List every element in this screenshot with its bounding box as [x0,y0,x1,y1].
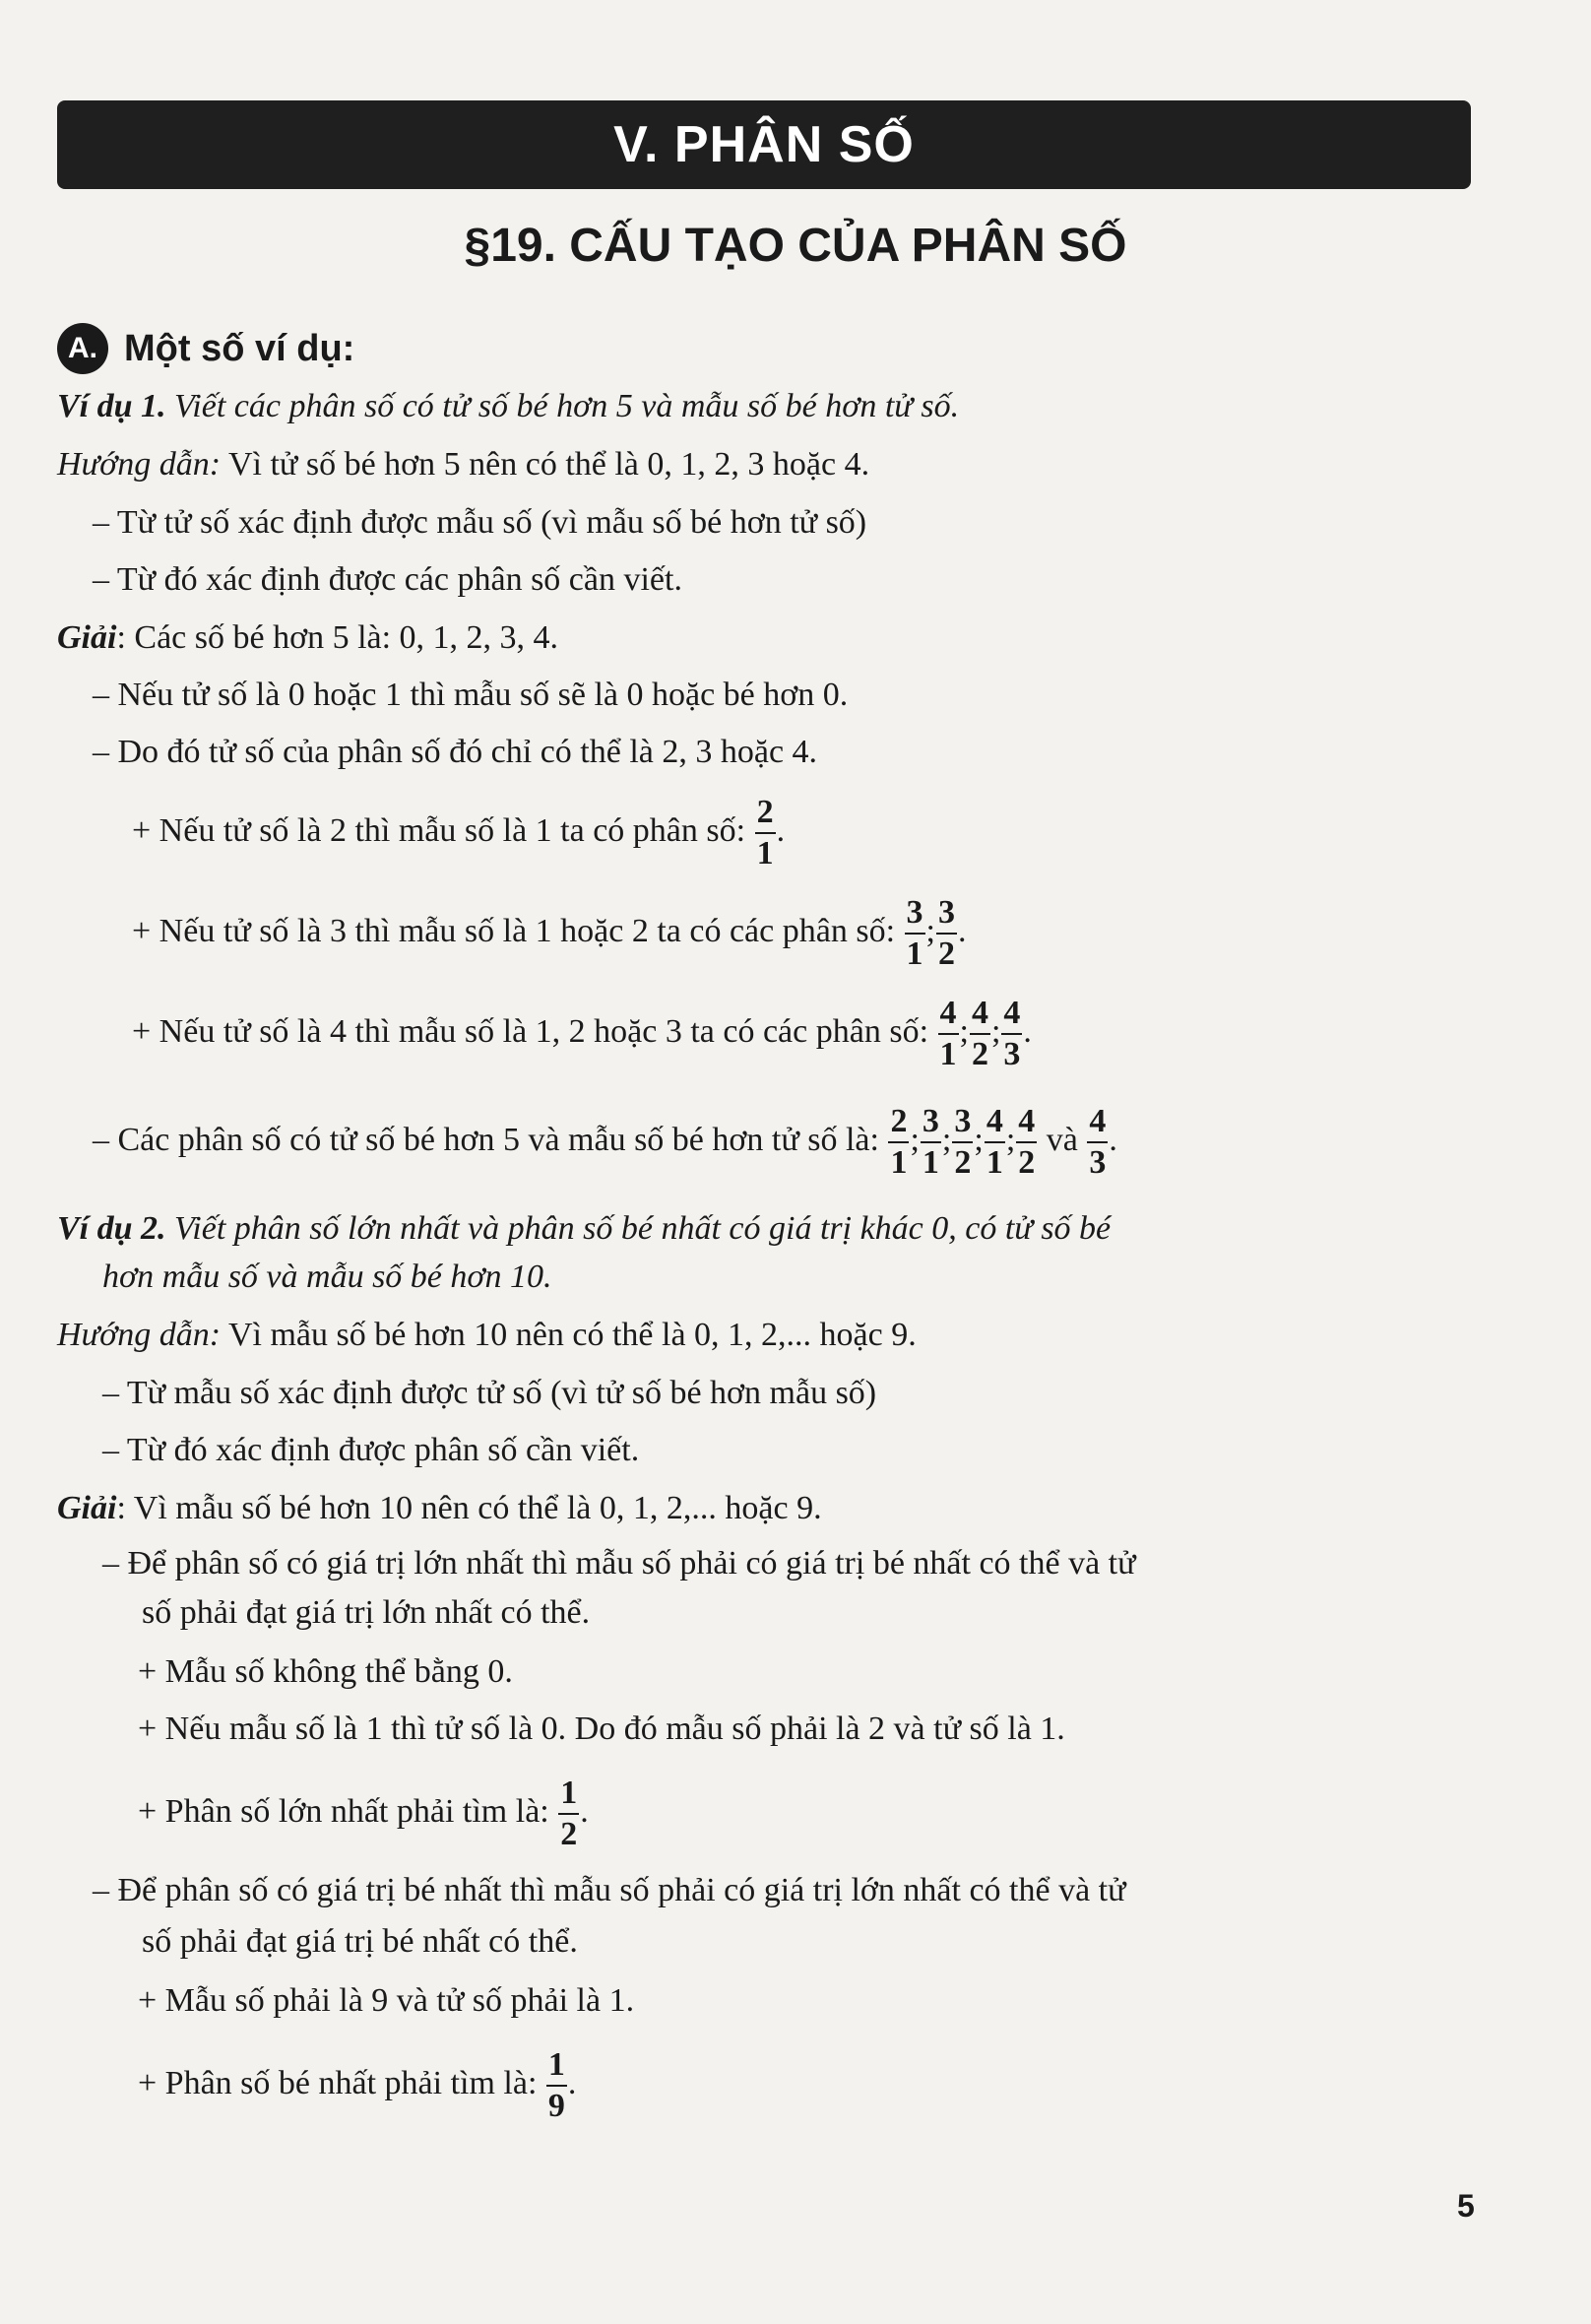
example-1-text: Viết các phân số có tử số bé hơn 5 và mẫu số bé hơn tử số. [165,388,960,424]
example-1-guide [57,445,869,484]
fraction: $\frac{2}{1}$ [890,1103,908,1182]
solution-label: Giải [57,1490,117,1526]
fraction: $\frac{4}{1}$ [939,995,957,1073]
example-2-solution-step-5a: – Để phân số có giá trị bé nhất thì mẫu số phải có giá trị lớn nhất có thể và tử [93,1872,1126,1908]
fraction: $\frac{2}{1}$ [756,794,774,872]
example-2-solution-step-3: + Nếu mẫu số là 1 thì tử số là 0. Do đó mẫu số phải là 2 và tử số là 1. [138,1711,1065,1747]
subheading [57,323,354,374]
example-2-solution-step-1a: – Để phân số có giá trị lớn nhất thì mẫu số phải có giá trị bé nhất có thể và tử [102,1545,1136,1582]
section-badge: A. [57,323,108,374]
example-2-max-fraction: + Phân số lớn nhất phải tìm là: $\frac{1}{2}$ . [138,1775,589,1853]
example-1-case-4: + Nếu tử số là 4 thì mẫu số là 1, 2 hoặc 3 ta có các phân số: $\frac{4}{1}$ ; $\frac{4}{2}$ ; $\frac{4}{3}$ . [132,995,1032,1073]
fraction: $\frac{3}{2}$ [954,1103,972,1182]
fraction: $\frac{1}{9}$ [547,2046,565,2125]
example-1-guide-step-2: – Từ đó xác định được các phân số cần viết. [93,561,682,598]
example-2-solution-step-5b: số phải đạt giá trị bé nhất có thể. [142,1923,578,1960]
guide-text: Vì tử số bé hơn 5 nên có thể là 0, 1, 2, 3 hoặc 4. [221,446,870,483]
example-1-label: Ví dụ 1. [57,388,166,424]
fraction: $\frac{3}{1}$ [922,1103,939,1182]
example-2-solution [57,1489,822,1528]
example-1-solution [57,618,558,658]
fraction: $\frac{1}{2}$ [560,1775,578,1853]
solution-label: Giải [57,619,117,656]
example-2-guide [57,1316,917,1355]
example-1-solution-step-2: – Do đó tử số của phân số đó chỉ có thể là 2, 3 hoặc 4. [93,734,818,770]
example-1-guide-step-1: – Từ tử số xác định được mẫu số (vì mẫu số bé hơn tử số) [93,504,867,541]
fraction: $\frac{3}{2}$ [937,894,955,973]
example-1-case-2: + Nếu tử số là 2 thì mẫu số là 1 ta có phân số: $\frac{2}{1}$ . [132,794,786,872]
fraction: $\frac{4}{2}$ [1018,1103,1036,1182]
chapter-title: V. PHÂN SỐ [613,116,915,173]
solution-colon: : [116,1490,126,1526]
example-2-solution-step-6: + Mẫu số phải là 9 và tử số phải là 1. [138,1982,635,2019]
fraction: $\frac{4}{3}$ [1003,995,1021,1073]
example-2-statement-line-2: hơn mẫu số và mẫu số bé hơn 10. [102,1259,552,1295]
example-1-conclusion: – Các phân số có tử số bé hơn 5 và mẫu số bé hơn tử số là: $\frac{2}{1}$ ; $\frac{3}{1}$ ; $\frac{3}{2}$ ; $\frac{4}{1}$ ; $\frac{4}{2}$ và $\frac{4}{3}$ . [93,1103,1117,1182]
subheading-text: Một số ví dụ: [124,327,355,369]
page-number: 5 [1457,2188,1475,2224]
fraction: $\frac{4}{1}$ [986,1103,1003,1182]
chapter-banner [57,100,1471,189]
example-2-min-fraction: + Phân số bé nhất phải tìm là: $\frac{1}{9}$ . [138,2046,577,2125]
example-1-solution-step-1: – Nếu tử số là 0 hoặc 1 thì mẫu số sẽ là 0 hoặc bé hơn 0. [93,677,849,713]
example-2-guide-step-2: – Từ đó xác định được phân số cần viết. [102,1432,640,1468]
solution-text: Vì mẫu số bé hơn 10 nên có thể là 0, 1, 2,... hoặc 9. [125,1490,822,1526]
example-1-statement [57,387,959,426]
section-title: §19. CẤU TẠO CỦA PHÂN SỐ [464,220,1127,272]
example-2-statement-line-1 [57,1209,1111,1249]
example-2-text: Viết phân số lớn nhất và phân số bé nhất có giá trị khác 0, có tử số bé [165,1210,1112,1247]
solution-text: Các số bé hơn 5 là: 0, 1, 2, 3, 4. [125,619,559,656]
example-2-solution-step-1b: số phải đạt giá trị lớn nhất có thể. [142,1594,591,1631]
example-1-case-3: + Nếu tử số là 3 thì mẫu số là 1 hoặc 2 ta có các phân số: $\frac{3}{1}$ ; $\frac{3}{2}$ . [132,894,967,973]
example-2-guide-step-1: – Từ mẫu số xác định được tử số (vì tử số bé hơn mẫu số) [102,1375,877,1411]
solution-colon: : [116,619,126,656]
guide-text: Vì mẫu số bé hơn 10 nên có thể là 0, 1, 2,... hoặc 9. [221,1317,917,1353]
fraction: $\frac{3}{1}$ [906,894,923,973]
example-2-label: Ví dụ 2. [57,1210,166,1247]
fraction: $\frac{4}{3}$ [1089,1103,1107,1182]
guide-label: Hướng dẫn: [57,446,222,483]
guide-label: Hướng dẫn: [57,1317,222,1353]
example-2-solution-step-2: + Mẫu số không thể bằng 0. [138,1653,513,1690]
fraction: $\frac{4}{2}$ [971,995,988,1073]
